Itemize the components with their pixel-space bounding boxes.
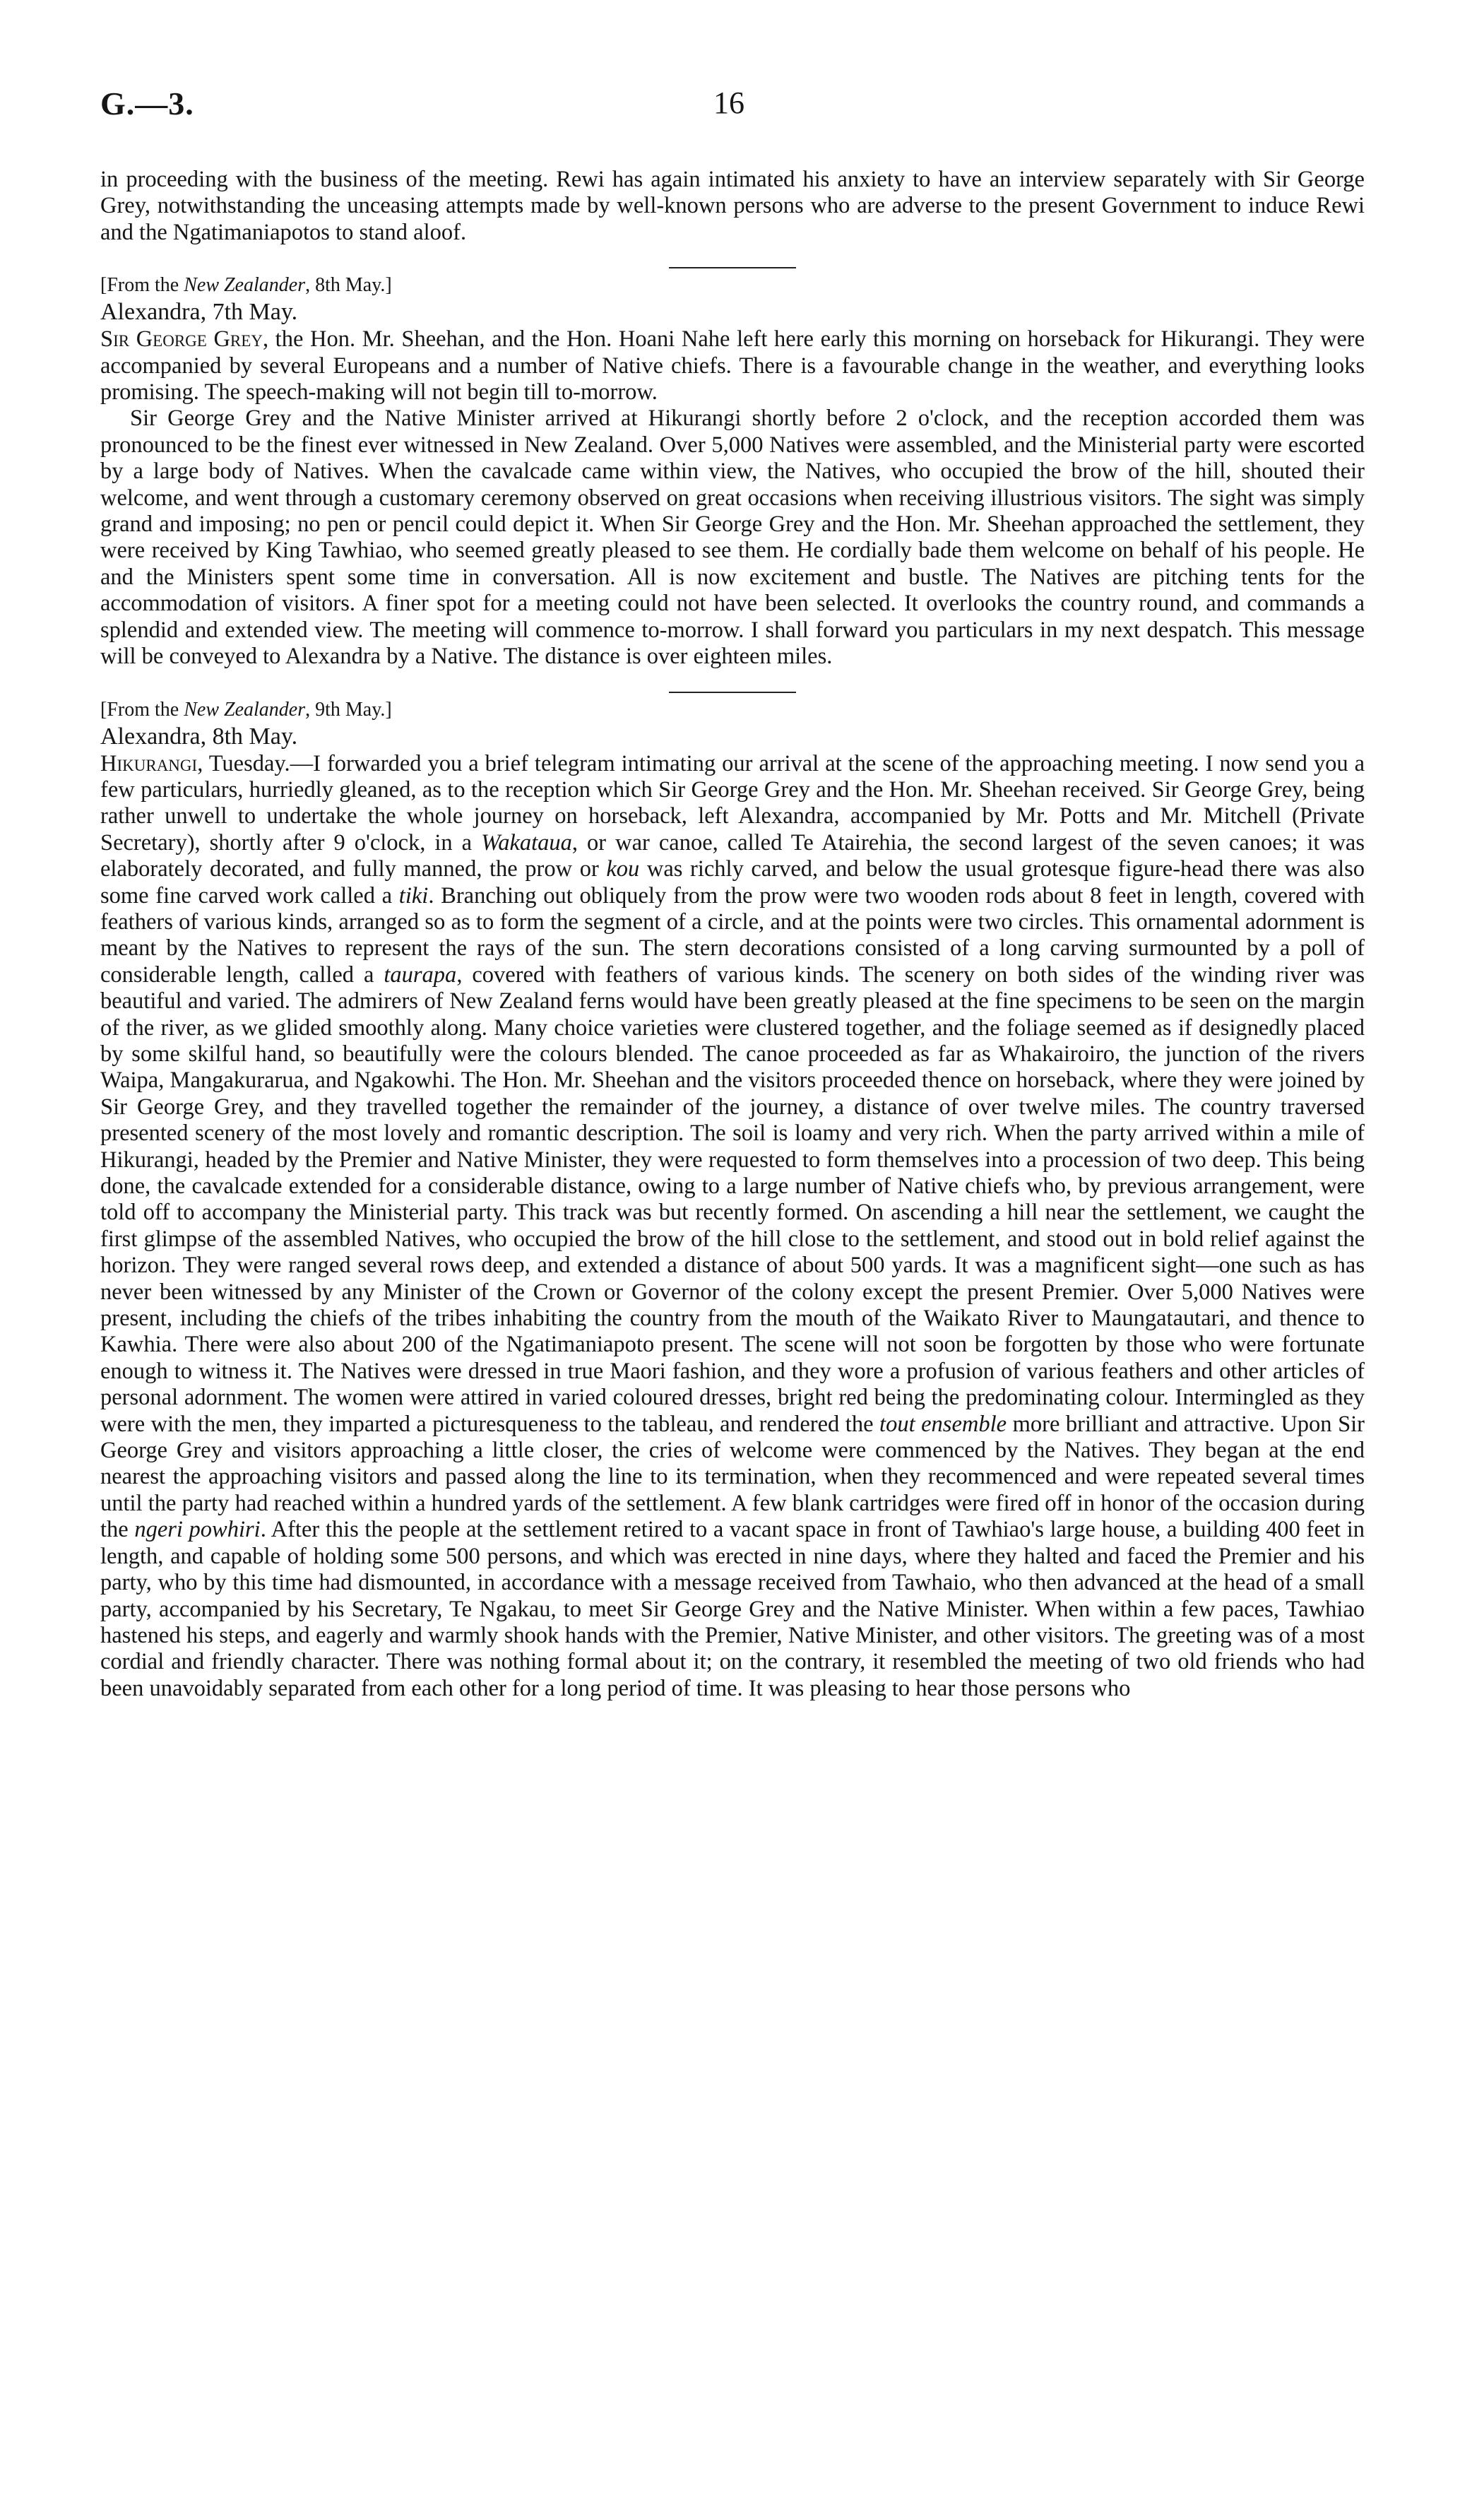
section-divider — [669, 692, 796, 693]
paragraph: Hikurangi, Tuesday.—I forwarded you a brief telegram intimating our arrival at the scene of the approaching meeting. I now send you a few particulars, hurriedly gleaned, as to the reception which Sir George Grey and the Hon. Mr. Sheehan received. Sir George Grey, being rather unwell to undertake the whole journey on horseback, left Alexandra, accompanied by Mr. Potts and Mr. Mitchell (Private Secretary), shortly after 9 o'clock, in a Wakataua, or war canoe, called Te Atairehia, the second largest of the seven canoes; it was elaborately decorated, and fully manned, the prow or kou was richly carved, and below the usual grotesque figure-head there was also some fine carved work called a tiki. Branching out obliquely from the prow were two wooden rods about 8 feet in length, covered with feathers of various kinds, arranged so as to form the segment of a circle, and at the points were two circles. This ornamental adornment is meant by the Natives to represent the rays of the sun. The stern decorations consisted of a long carving surmounted by a poll of considerable length, called a taurapa, covered with feathers of various kinds. The scenery on both sides of the winding river was beautiful and varied. The admirers of New Zealand ferns would have been greatly pleased at the fine specimens to be seen on the margin of the river, as we glided smoothly along. Many choice varieties were clustered together, and the foliage seemed as if designedly placed by some skilful hand, so beautifully were the colours blended. The canoe proceeded as far as Whakairoiro, the junction of the rivers Waipa, Mangakurarua, and Ngakowhi. The Hon. Mr. Sheehan and the visitors proceeded thence on horseback, where they were joined by Sir George Grey, and they travelled together the remainder of the journey, a distance of over twelve miles. The country traversed presented scenery of the most lovely and romantic description. The soil is loamy and very rich. When the party arrived within a mile of Hikurangi, headed by the Premier and Native Minister, they were requested to form themselves into a procession of two deep. This being done, the cavalcade extended for a considerable distance, owing to a large number of Native chiefs who, by previous arrangement, were told off to accompany the Ministerial party. This track was but recently formed. On ascending a hill near the settlement, we caught the first glimpse of the assembled Natives, who occupied the brow of the hill close to the settlement, and stood out in bold relief against the horizon. They were ranged several rows deep, and extended a distance of about 500 yards. It was a magnificent sight—one such as has never been witnessed by any Minister of the Crown or Governor of the colony except the present Premier. Over 5,000 Natives were present, including the chiefs of the tribes inhabiting the country from the mouth of the Waikato River to Maungatautari, and thence to Kawhia. There were also about 200 of the Ngatimaniapoto present. The scene will not soon be forgotten by those who were fortunate enough to witness it. The Natives were dressed in true Maori fashion, and they wore a profusion of various feathers and other articles of personal adornment. The women were attired in varied coloured dresses, bright red being the predominating colour. Intermingled as they were with the men, they imparted a picturesqueness to the tableau, and rendered the tout ensemble more brilliant and attractive. Upon Sir George Grey and visitors approaching a little closer, the cries of welcome were commenced by the Natives. They began at the end nearest the approaching visitors and passed along the line to its termination, when they recommenced and were repeated several times until the party had reached within a hundred yards of the settlement. A few blank cartridges were fired off in honor of the occasion during the ngeri powhiri. After this the people at the settlement retired to a vacant space in front of Tawhiao's large house, a building 400 feet in length, and capable of holding some 500 persons, and which was erected in nine days, where they halted and faced the Premier and his party, who by this time had dismounted, in accordance with a message received from Tawhaio, who then advanced at the head of a small party, accompanied by his Secretary, Te Ngakau, to meet Sir George Grey and the Native Minister. When within a few paces, Tawhiao hastened his steps, and eagerly and warmly shook hands with the Premier, Native Minister, and other visitors. The greeting was of a most cordial and friendly character. There was nothing formal about it; on the contrary, it resembled the meeting of two old friends who had been unavoidably separated from each other for a long period of time. It was pleasing to hear those persons who — [100, 750, 1365, 1701]
newspaper-name: New Zealander — [184, 698, 306, 721]
paragraph-lead: Hikurangi — [100, 750, 198, 776]
dateline: Alexandra, 8th May. — [100, 723, 298, 750]
newspaper-name: New Zealander — [184, 274, 306, 297]
paragraph-continuation: in proceeding with the business of the meeting. Rewi has again intimated his anxiety to have an interview separately with Sir George Grey, notwithstanding the unceasing attempts made by well-known persons who are adverse to the present Government to induce Rewi and the Ngatimaniapotos to stand aloof. — [100, 167, 1365, 245]
paragraph: Sir George Grey, the Hon. Mr. Sheehan, and the Hon. Hoani Nahe left here early this morning on horseback for Hikurangi. They were accompanied by several Europeans and a number of Native chiefs. There is a favourable change in the weather, and everything looks promising. The speech-making will not begin till to-morrow. — [100, 326, 1365, 406]
section-divider — [669, 267, 796, 268]
paragraph: Sir George Grey and the Native Minister arrived at Hikurangi shortly before 2 o'clock, and the reception accorded them was pronounced to be the finest ever witnessed in New Zealand. Over 5,000 Natives were assembled, and the Ministerial party were escorted by a large body of Natives. When the cavalcade came within view, the Natives, who occupied the brow of the hill, shouted their welcome, and went through a customary ceremony observed on great occasions when receiving illustrious visitors. The sight was simply grand and imposing; no pen or pencil could depict it. When Sir George Grey and the Hon. Mr. Sheehan approached the settlement, they were received by King Tawhiao, who seemed greatly pleased to see them. He cordially bade them welcome on behalf of his people. He and the Ministers spent some time in conversation. All is now excitement and bustle. The Natives are pitching tents for the accommodation of visitors. A finer spot for a meeting could not have been selected. It overlooks the country round, and commands a splendid and extended view. The meeting will commence to-morrow. I shall forward you particulars in my next despatch. This message will be conveyed to Alexandra by a Native. The distance is over eighteen miles. — [100, 406, 1365, 670]
document-reference: G.—3. — [100, 85, 194, 122]
source-line: [From the New Zealander, 9th May.] — [100, 698, 392, 721]
document-body — [100, 167, 1365, 1702]
dateline: Alexandra, 7th May. — [100, 299, 298, 326]
source-line: [From the New Zealander, 8th May.] — [100, 274, 392, 297]
page-number: 16 — [713, 85, 744, 120]
paragraph-lead: Sir George Grey — [100, 326, 263, 353]
